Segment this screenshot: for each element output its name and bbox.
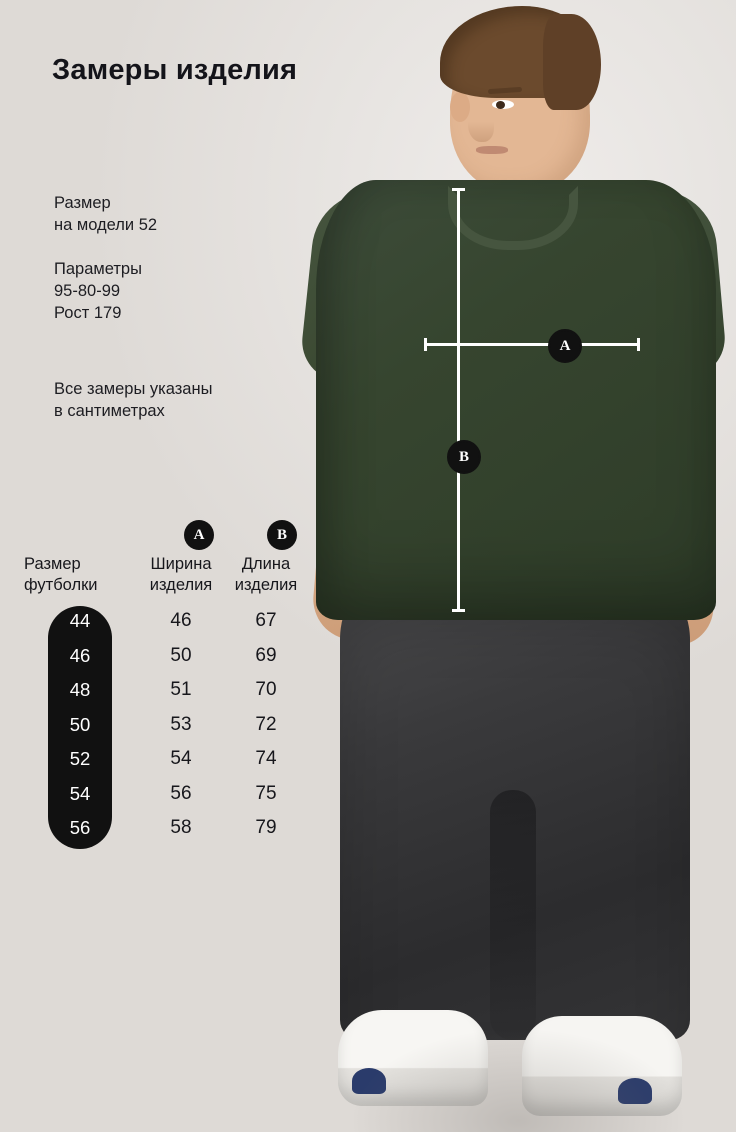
cell-width: 54 [170,748,192,769]
sneaker-accent-left [352,1068,386,1094]
cell-length: 74 [255,748,277,769]
table-row [24,641,314,676]
cell-length: 72 [255,713,277,735]
size-table-header-row [24,554,314,602]
table-row [24,606,314,641]
column-header-size-line1: Размер [24,555,81,573]
column-header-size [24,554,98,596]
column-header-width-line1: Ширина [150,555,212,573]
sneaker-accent-right [618,1078,652,1104]
cell-size: 44 [69,610,91,631]
cell-size: 56 [69,817,91,838]
model-parameters-value: 95-80-99 [54,282,121,300]
cell-width: 46 [170,610,192,631]
cell-size: 52 [69,748,91,769]
model-nose [468,108,494,142]
model-pupil [496,101,505,109]
table-row [24,779,314,814]
column-header-length-line2: изделия [234,576,298,594]
cell-length: 75 [255,782,277,804]
size-table-body [24,606,314,848]
measurement-units-note [54,378,212,422]
cell-length: 79 [255,817,277,838]
cell-length: 67 [255,610,277,631]
model-sneaker-left [338,1010,488,1106]
table-row [24,710,314,745]
model-ear [450,92,470,122]
cell-size: 48 [69,679,91,700]
measurement-badge-a-icon: A [548,329,582,363]
model-parameters-label: Параметры [54,260,142,278]
model-pants [340,580,690,1040]
column-badge-a-icon: A [184,520,214,550]
size-table-badges-row [24,520,314,554]
cell-size: 54 [69,782,91,804]
cell-length: 69 [255,644,277,666]
model-figure [300,0,736,1132]
column-header-width [141,554,221,596]
cell-width: 58 [170,817,192,838]
column-header-size-line2: футболки [24,576,98,594]
page-title: Замеры изделия [52,54,298,86]
column-header-length-line1: Длина [241,555,291,573]
model-size-value: на модели 52 [54,216,158,234]
column-badge-b-icon: B [267,520,297,550]
cell-length: 70 [255,679,277,700]
size-table [24,520,314,848]
model-size-label: Размер [54,194,111,212]
cell-width: 53 [170,713,192,735]
cell-width: 56 [170,782,192,804]
cell-width: 51 [170,679,192,700]
measurement-line-length [457,188,460,612]
model-parameters-info [54,258,142,324]
cell-width: 50 [170,644,192,666]
measurement-units-note-line1: Все замеры указаны [54,380,213,398]
table-row [24,675,314,710]
measurement-units-note-line2: в сантиметрах [54,402,165,420]
model-lips [476,146,508,154]
model-sneaker-right [522,1016,682,1116]
table-row [24,744,314,779]
cell-size: 50 [69,713,91,735]
column-header-length [224,554,308,596]
measurement-badge-b-icon: B [447,440,481,474]
model-hair-back [543,14,601,110]
cell-size: 46 [69,644,91,666]
model-height-value: Рост 179 [54,304,122,322]
model-size-info [54,192,157,236]
table-row [24,813,314,848]
column-header-width-line2: изделия [149,576,213,594]
